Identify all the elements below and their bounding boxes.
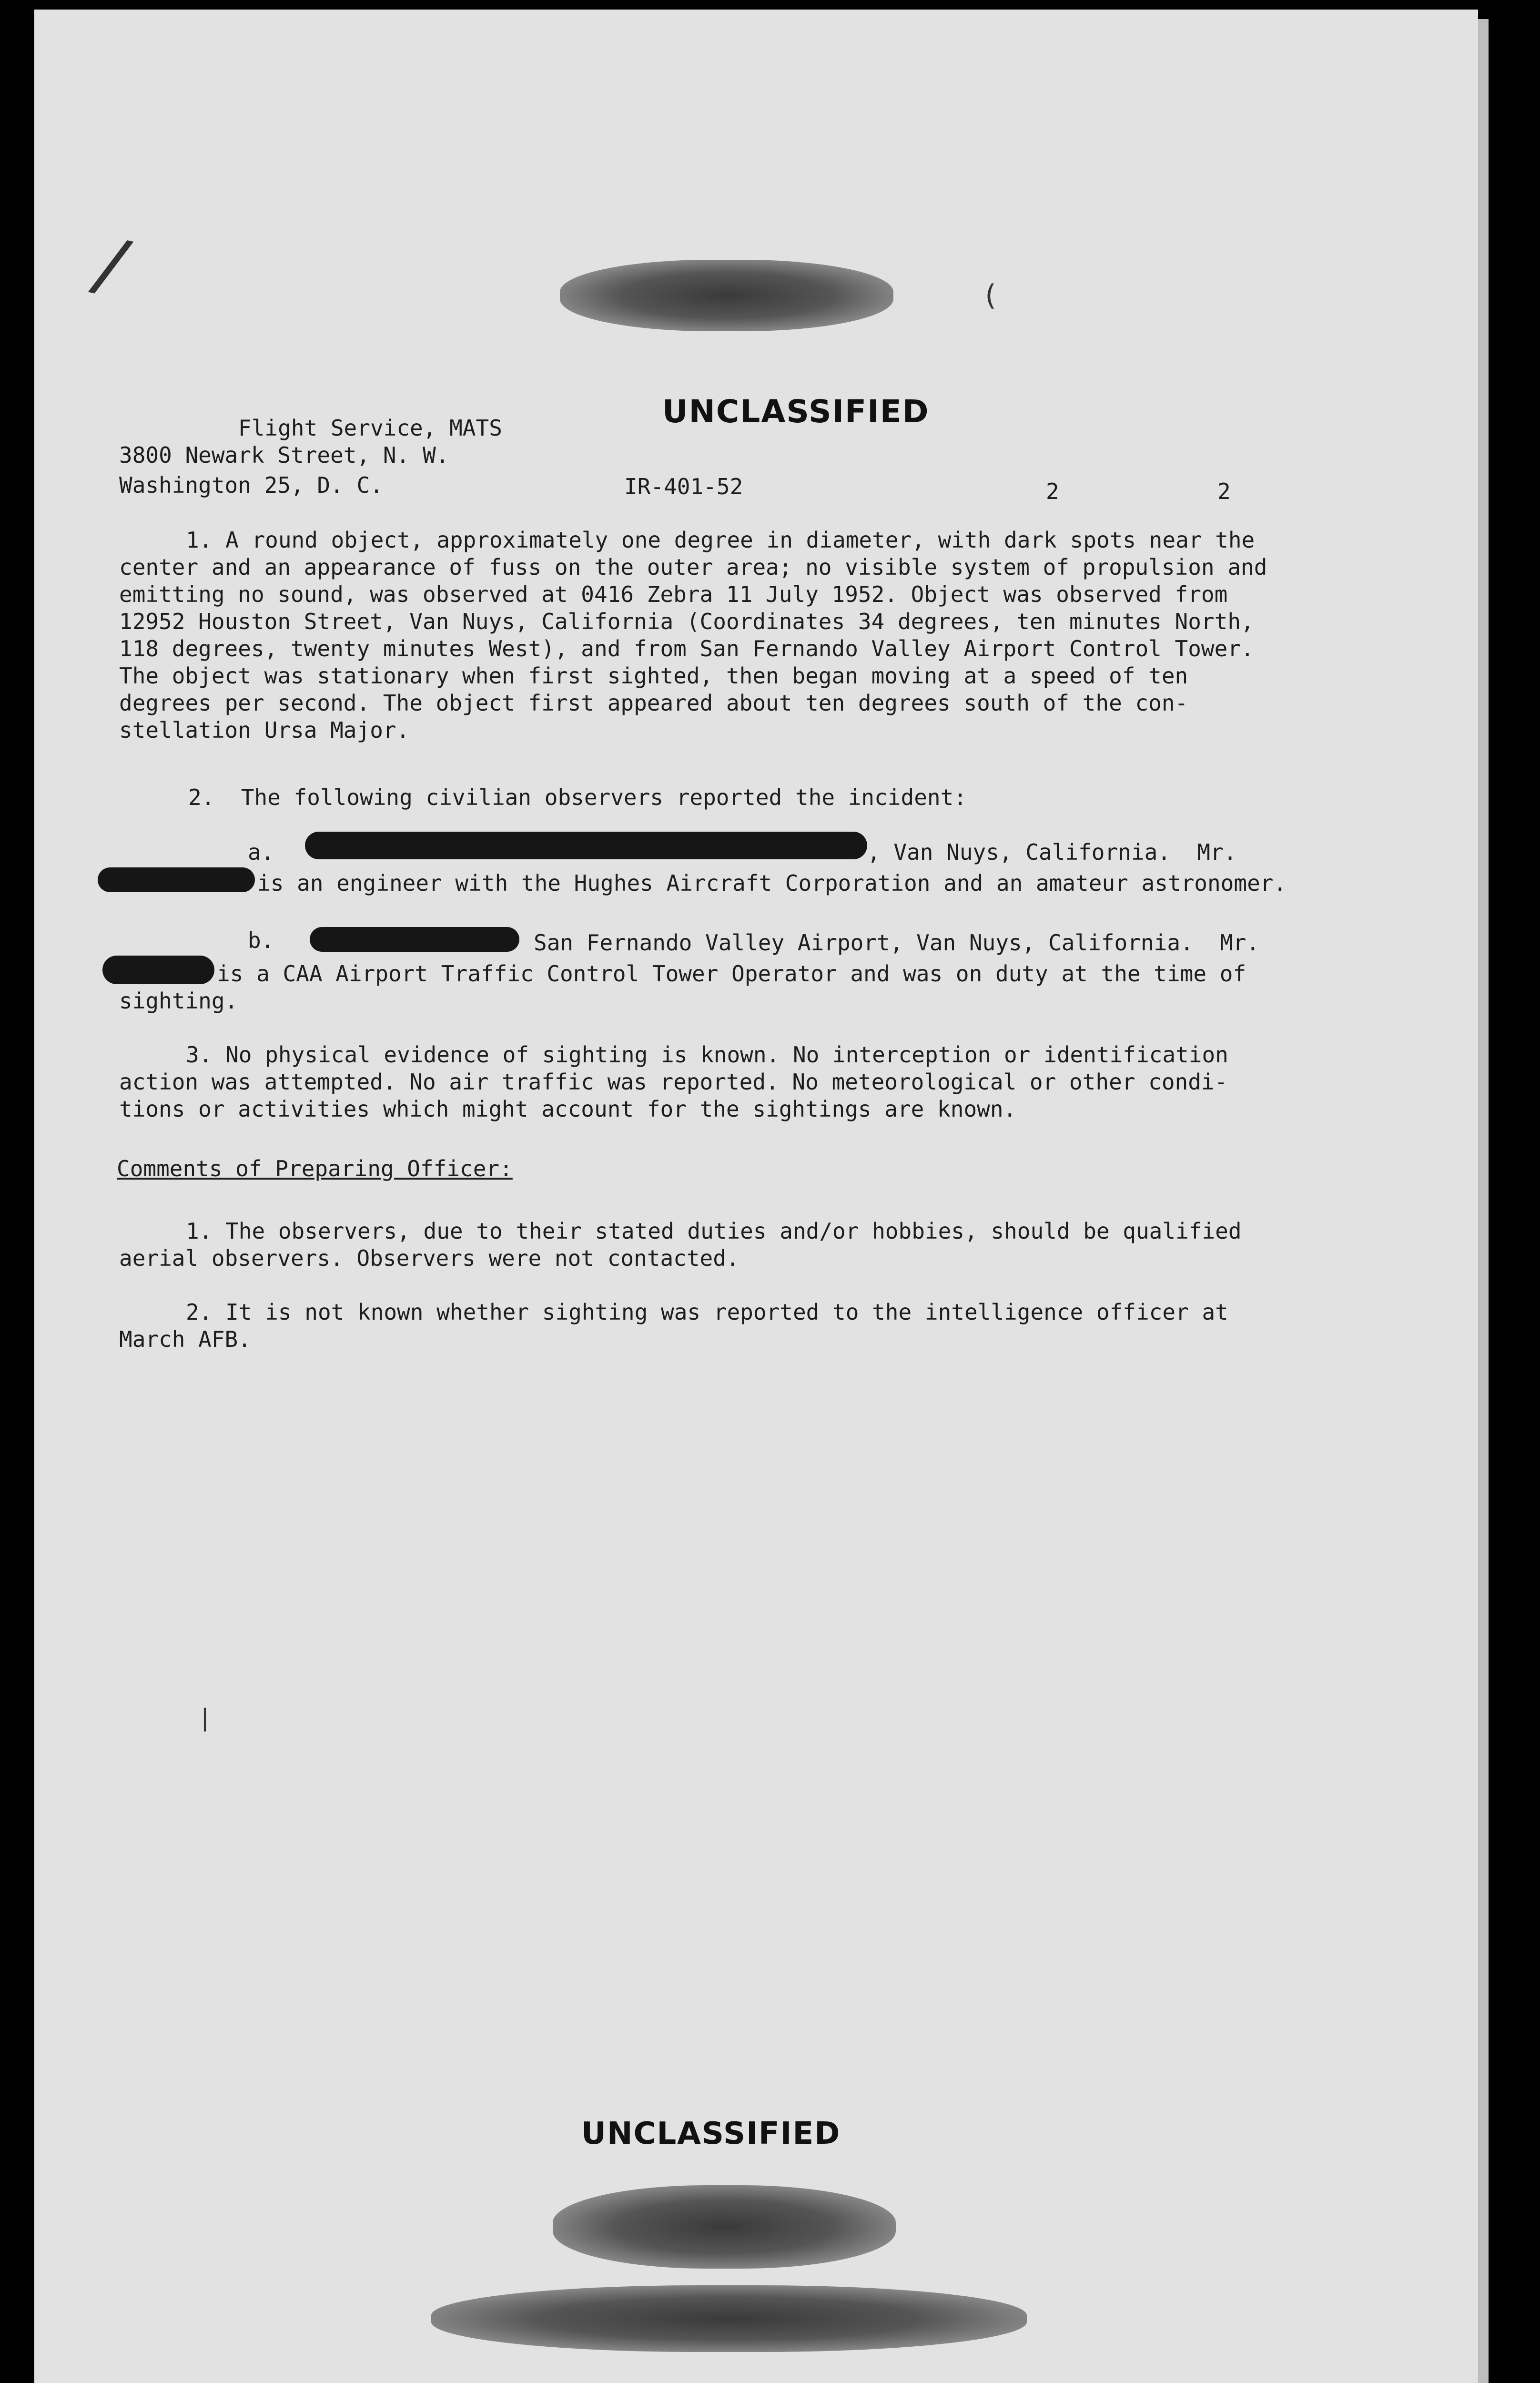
page-number-1: 2: [1046, 479, 1059, 504]
sender-line-2: 3800 Newark Street, N. W.: [119, 442, 449, 468]
redaction-smudge-bottom: [431, 2285, 1027, 2352]
page-number-2: 2: [1217, 479, 1231, 504]
redaction-bar: [98, 867, 255, 892]
paragraph-1-line: 118 degrees, twenty minutes West), and from San Fernando Valley Airport Control Tower.: [119, 636, 1254, 662]
pen-stroke-mark: /: [82, 220, 142, 311]
paragraph-1-line: The object was stationary when first sighted, then began moving at a speed of ten: [119, 663, 1188, 689]
observer-a-label: a.: [248, 839, 274, 865]
comment-1: [119, 1218, 1242, 1272]
observer-b-line-1: San Fernando Valley Airport, Van Nuys, California. Mr.: [534, 930, 1260, 956]
observer-b-label: b.: [248, 927, 274, 953]
comment-2-line: March AFB.: [119, 1326, 251, 1352]
redaction-bar: [102, 956, 214, 984]
observer-b-line-3: sighting.: [119, 988, 238, 1014]
paragraph-1: [119, 527, 1267, 744]
paragraph-1-line: degrees per second. The object first appeared about ten degrees south of the con-: [119, 690, 1188, 716]
paragraph-1-line: stellation Ursa Major.: [119, 717, 410, 743]
report-number: IR-401-52: [624, 474, 743, 499]
comment-2-line: 2. It is not known whether sighting was reported to the intelligence officer at: [186, 1299, 1228, 1325]
paragraph-1-line: emitting no sound, was observed at 0416 Zebra 11 July 1952. Object was observed from: [119, 581, 1228, 607]
paragraph-3-line: 3. No physical evidence of sighting is known. No interception or identification: [186, 1042, 1228, 1068]
comment-2: [119, 1299, 1228, 1353]
paragraph-1-line: 12952 Houston Street, Van Nuys, California (Coordinates 34 degrees, ten minutes North,: [119, 609, 1254, 634]
stray-mark: |: [198, 1704, 213, 1731]
paragraph-1-line: 1. A round object, approximately one degree in diameter, with dark spots near the: [186, 527, 1255, 553]
redaction-smudge-top: [560, 260, 893, 331]
paragraph-3: [119, 1041, 1228, 1123]
comment-1-line: 1. The observers, due to their stated duties and/or hobbies, should be qualified: [186, 1218, 1242, 1244]
paragraph-3-line: tions or activities which might account for the sightings are known.: [119, 1096, 1017, 1122]
observer-a-line-1: , Van Nuys, California. Mr.: [867, 839, 1237, 865]
bracket-mark: (: [982, 279, 999, 312]
sender-line-3: Washington 25, D. C.: [119, 472, 383, 498]
paragraph-1-line: center and an appearance of fuss on the outer area; no visible system of propulsion and: [119, 554, 1267, 580]
redaction-bar: [305, 832, 867, 859]
document-page: [34, 10, 1478, 2383]
classification-stamp-bottom: UNCLASSIFIED: [581, 2116, 841, 2151]
classification-stamp-top: UNCLASSIFIED: [662, 393, 930, 430]
comment-1-line: aerial observers. Observers were not contacted.: [119, 1245, 740, 1271]
page-edge-shadow: [1478, 19, 1489, 2383]
paragraph-3-line: action was attempted. No air traffic was reported. No meteorological or other condi-: [119, 1069, 1228, 1095]
redaction-bar: [310, 927, 519, 952]
comments-heading: Comments of Preparing Officer:: [117, 1156, 513, 1181]
observer-a-line-2: is an engineer with the Hughes Aircraft Corporation and an amateur astronomer.: [257, 870, 1287, 896]
redaction-smudge-bottom: [553, 2185, 896, 2269]
paragraph-2: 2. The following civilian observers reported the incident:: [188, 784, 967, 810]
observer-b-line-2: is a CAA Airport Traffic Control Tower Operator and was on duty at the time of: [217, 961, 1246, 987]
sender-line-1: Flight Service, MATS: [238, 415, 502, 441]
